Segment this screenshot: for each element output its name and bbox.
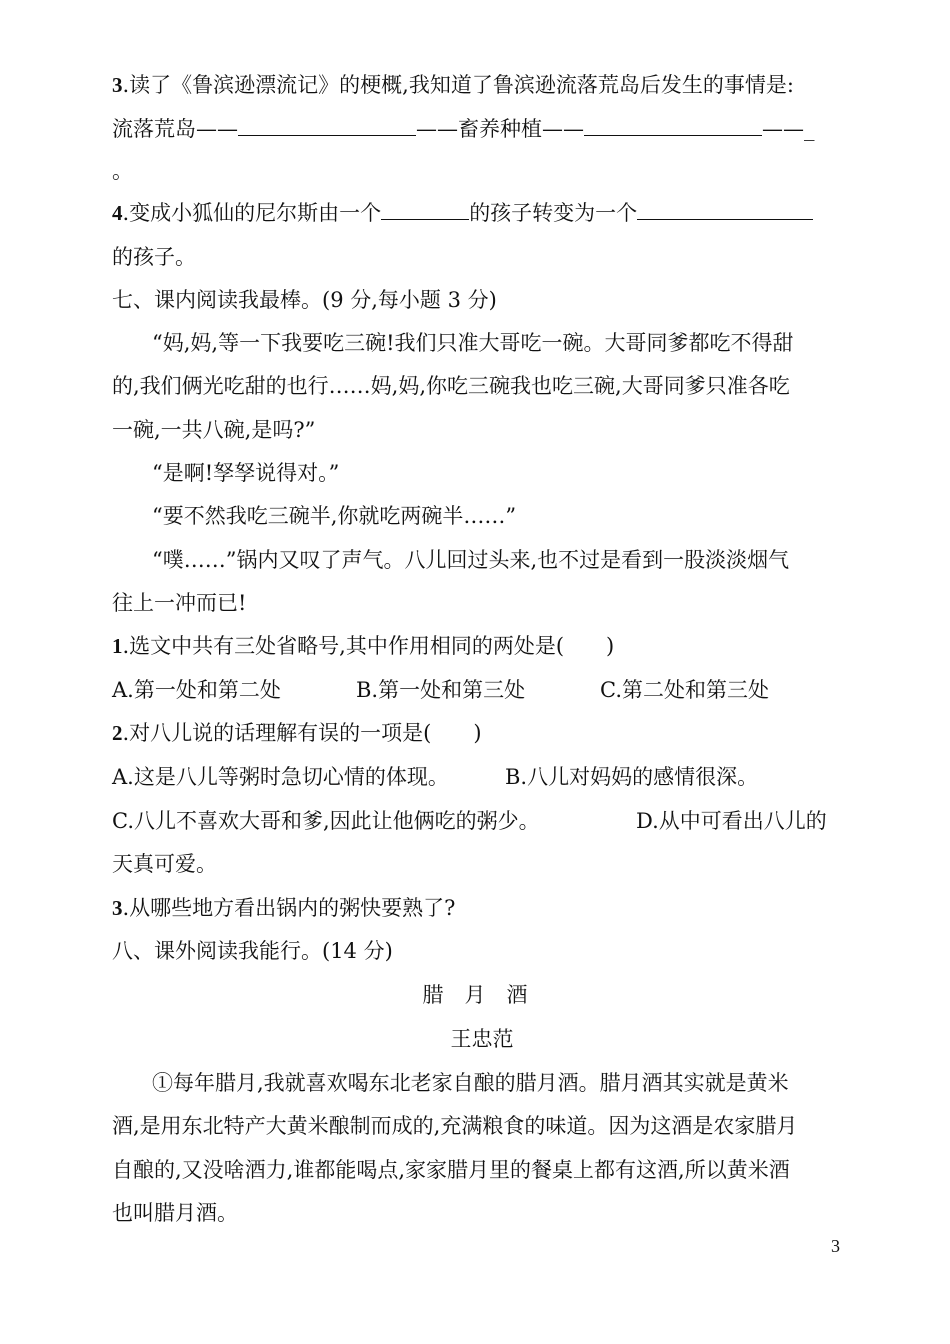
question-number: 3: [112, 73, 123, 97]
question-number: 1: [112, 634, 123, 658]
answer-blank[interactable]: [238, 117, 416, 136]
passage-line: 一碗,一共八碗,是吗?”: [112, 418, 316, 442]
option-c[interactable]: C.八儿不喜欢大哥和爹,因此让他俩吃的粥少。: [112, 809, 540, 833]
article-line: 也叫腊月酒。: [112, 1201, 238, 1225]
question-text: 的孩子转变为一个: [469, 201, 638, 225]
question-number: 4: [112, 201, 123, 225]
article-title: 腊 月 酒: [422, 983, 528, 1007]
question-7-3: [112, 895, 455, 921]
question-text: .选文中共有三处省略号,其中作用相同的两处是( ): [122, 634, 615, 658]
passage-line: “是啊!孥孥说得对。”: [152, 461, 340, 485]
question-7-2: [112, 720, 482, 746]
answer-blank[interactable]: [637, 201, 813, 220]
passage-line: “噗……”锅内又叹了声气。八儿回过头来,也不过是看到一股淡淡烟气: [152, 548, 790, 572]
answer-blank[interactable]: [584, 117, 762, 136]
question-6-3-answer-line: [112, 116, 815, 142]
answer-prefix: 流落荒岛——: [112, 117, 238, 141]
option-b[interactable]: B.八儿对妈妈的感情很深。: [505, 765, 759, 789]
answer-blank[interactable]: [381, 201, 469, 220]
option-a[interactable]: A.这是八儿等粥时急切心情的体现。: [112, 765, 449, 789]
section-7-heading: 七、课内阅读我最棒。(9 分,每小题 3 分): [112, 288, 497, 312]
passage-line: 往上一冲而已!: [112, 591, 247, 615]
page-number: 3: [831, 1236, 840, 1256]
article-line: 自酿的,又没啥酒力,谁都能喝点,家家腊月里的餐桌上都有这酒,所以黄米酒: [112, 1158, 790, 1182]
section-8-heading: 八、课外阅读我能行。(14 分): [112, 939, 393, 963]
answer-suffix: ——_: [762, 117, 815, 141]
question-text: .从哪些地方看出锅内的粥快要熟了?: [122, 896, 456, 920]
option-d-continued: 天真可爱。: [112, 852, 217, 876]
article-author: 王忠范: [450, 1027, 514, 1051]
question-number: 3: [112, 896, 123, 920]
question-6-3-end: 。: [112, 159, 133, 183]
article-line: 酒,是用东北特产大黄米酿制而成的,充满粮食的味道。因为这酒是农家腊月: [112, 1114, 798, 1138]
question-text: .变成小狐仙的尼尔斯由一个: [122, 201, 382, 225]
answer-middle: ——畜养种植——: [416, 117, 584, 141]
question-6-4: [112, 200, 813, 226]
option-d[interactable]: D.从中可看出八儿的: [636, 809, 827, 833]
passage-line: “妈,妈,等一下我要吃三碗!我们只准大哥吃一碗。大哥同爹都吃不得甜: [152, 331, 794, 355]
passage-line: 的,我们俩光吃甜的也行……妈,妈,你吃三碗我也吃三碗,大哥同爹只准各吃: [112, 374, 790, 398]
question-number: 2: [112, 721, 123, 745]
article-line: ①每年腊月,我就喜欢喝东北老家自酿的腊月酒。腊月酒其实就是黄米: [152, 1071, 789, 1095]
option-c[interactable]: C.第二处和第三处: [600, 678, 769, 702]
question-6-3: [112, 72, 794, 98]
question-text: .读了《鲁滨逊漂流记》的梗概,我知道了鲁滨逊流落荒岛后发生的事情是:: [122, 73, 794, 97]
option-a[interactable]: A.第一处和第二处: [112, 678, 281, 702]
question-6-4-end: 的孩子。: [112, 245, 196, 269]
question-7-1: [112, 633, 614, 659]
question-text: .对八儿说的话理解有误的一项是( ): [122, 721, 482, 745]
option-b[interactable]: B.第一处和第三处: [356, 678, 526, 702]
passage-line: “要不然我吃三碗半,你就吃两碗半……”: [152, 504, 517, 528]
